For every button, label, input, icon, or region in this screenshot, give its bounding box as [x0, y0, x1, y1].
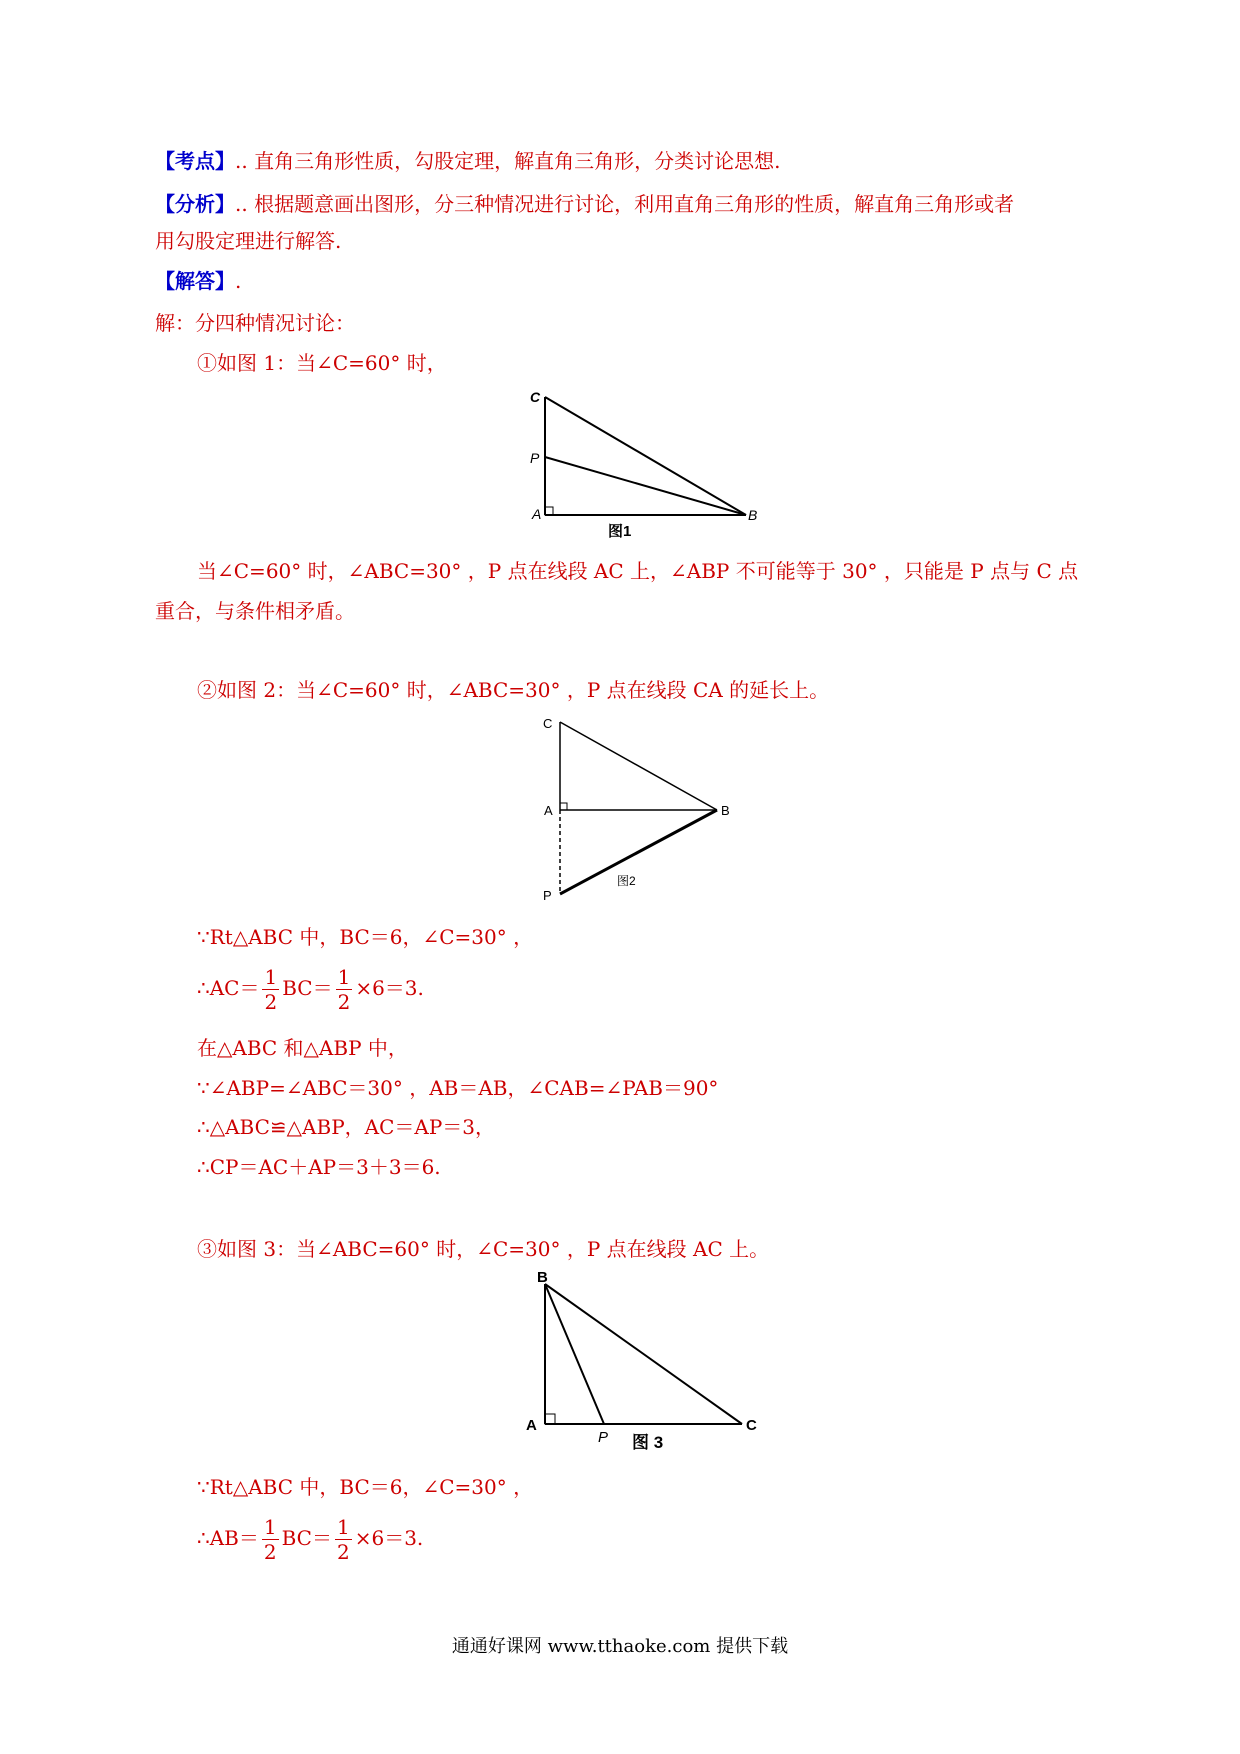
fig1-label-p: P	[530, 450, 540, 466]
fig2-right-angle-mark	[560, 803, 567, 810]
case1-body-2: 重合，与条件相矛盾。	[155, 599, 355, 623]
fraction-one-half	[262, 965, 279, 1014]
intro-line: 解：分四种情况讨论：	[155, 311, 355, 335]
jieda-tag: 【解答】	[155, 269, 235, 293]
case2-line5: ∴△ABC≌△ABP，AC＝AP＝3，	[197, 1115, 496, 1139]
fraction-denominator: 2	[263, 1540, 277, 1564]
fig1-caption: 图1	[608, 523, 632, 540]
fig2-label-b: B	[721, 803, 730, 818]
case2-line2	[197, 965, 424, 1014]
fraction-denominator: 2	[264, 990, 278, 1014]
case3-line1: ∵Rt△ABC 中，BC＝6，∠C=30° ，	[197, 1475, 534, 1499]
fraction-numerator: 1	[337, 965, 351, 989]
case3-line2-pre: ∴AB＝	[197, 1526, 259, 1550]
kaodian-tag: 【考点】	[155, 149, 235, 173]
case2-heading: ②如图 2：当∠C=60° 时，∠ABC=30° ，P 点在线段 CA 的延长上。	[197, 678, 830, 702]
fig2-label-c: C	[543, 716, 553, 731]
kaodian-dots: ..	[235, 149, 248, 173]
case2-line2-post: ×6＝3.	[355, 976, 424, 1000]
fig2-label-p: P	[543, 888, 552, 903]
figure-3	[520, 1270, 780, 1464]
case3-line2	[197, 1515, 423, 1564]
fraction-numerator: 1	[336, 1515, 350, 1539]
fraction-denominator: 2	[336, 1540, 350, 1564]
case2-line3: 在△ABC 和△ABP 中，	[197, 1036, 408, 1060]
case2-line4: ∵∠ABP=∠ABC＝30° ，AB＝AB，∠CAB=∠PAB＝90°	[197, 1076, 719, 1100]
fraction-numerator: 1	[263, 1515, 277, 1539]
fraction-denominator: 2	[337, 990, 351, 1014]
fig2-side-cb	[560, 722, 717, 810]
case1-heading: ①如图 1：当∠C=60° 时，	[197, 351, 447, 375]
fig1-label-a: A	[532, 506, 542, 522]
fig3-label-c: C	[746, 1417, 757, 1434]
jieda-dots: .	[235, 269, 242, 293]
fig2-label-a: A	[544, 803, 553, 818]
fig1-label-b: B	[748, 507, 758, 523]
fenxi-text-1: 根据题意画出图形，分三种情况进行讨论，利用直角三角形的性质，解直角三角形或者	[254, 192, 1015, 216]
jieda-line	[155, 268, 241, 294]
case1-body-1: 当∠C=60° 时，∠ABC=30° ，P 点在线段 AC 上，∠ABP 不可能等于 30° ，只能是 P 点与 C 点	[197, 559, 1079, 583]
kaodian-text: 直角三角形性质，勾股定理，解直角三角形，分类讨论思想.	[254, 149, 781, 173]
case2-line1: ∵Rt△ABC 中，BC＝6，∠C=30° ，	[197, 925, 534, 949]
fig1-side-cb	[545, 397, 746, 515]
case3-heading: ③如图 3：当∠ABC=60° 时，∠C=30° ，P 点在线段 AC 上。	[197, 1237, 770, 1261]
fig3-label-b: B	[537, 1270, 548, 1286]
case2-line2-pre: ∴AC＝	[197, 976, 260, 1000]
fig3-label-a: A	[526, 1417, 537, 1434]
figure-2	[535, 710, 755, 914]
fraction-one-half	[335, 1515, 352, 1564]
case2-line2-mid: BC＝	[282, 976, 333, 1000]
page-footer: 通通好课网 www.tthaoke.com 提供下载	[451, 1636, 789, 1657]
fenxi-dots: ..	[235, 192, 248, 216]
figure-1	[520, 385, 770, 549]
case3-line2-post: ×6＝3.	[354, 1526, 424, 1550]
fig3-right-angle-mark	[545, 1414, 555, 1424]
case3-line2-mid: BC＝	[281, 1526, 332, 1550]
fraction-one-half	[336, 965, 353, 1014]
fenxi-tag: 【分析】	[155, 192, 235, 216]
fenxi-line1	[155, 191, 1014, 217]
kaodian-line	[155, 148, 780, 174]
fig3-label-p: P	[598, 1429, 609, 1446]
fig3-caption: 图 3	[632, 1433, 664, 1452]
fig1-label-c: C	[530, 389, 541, 405]
fig2-segment-pb	[560, 810, 717, 894]
fig2-caption: 图2	[617, 874, 636, 888]
fenxi-line2: 用勾股定理进行解答.	[155, 229, 342, 253]
case2-line6: ∴CP＝AC＋AP＝3＋3＝6.	[197, 1155, 441, 1179]
fig1-right-angle-mark	[545, 507, 553, 515]
fraction-one-half	[262, 1515, 279, 1564]
fraction-numerator: 1	[264, 965, 278, 989]
fig1-segment-pb	[545, 457, 746, 515]
